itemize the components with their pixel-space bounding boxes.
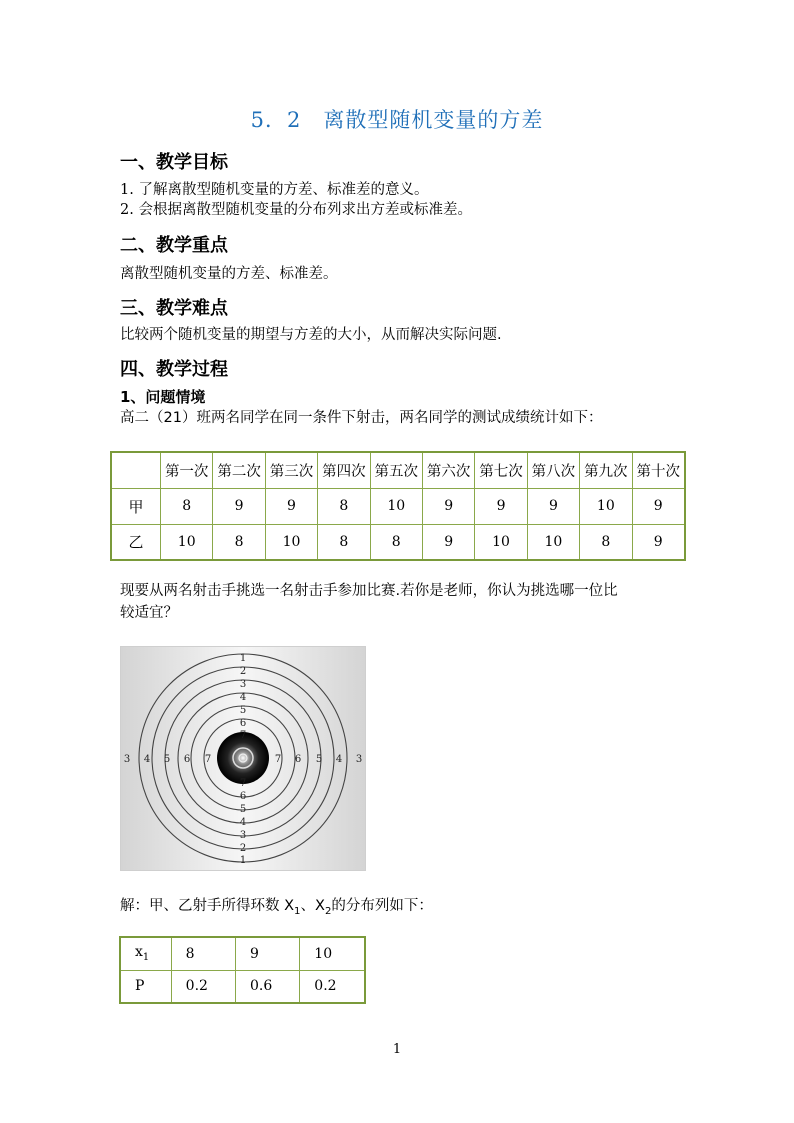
score-table-header-cell: 第八次 <box>527 452 579 488</box>
ring-label-right: 7 <box>274 754 282 765</box>
ring-label-bottom: 7 <box>239 778 247 789</box>
score-table-cell: 8 <box>318 524 370 560</box>
score-table-row-label: 甲 <box>111 488 161 524</box>
score-table-cell: 9 <box>527 488 579 524</box>
shooting-target-image <box>120 646 366 871</box>
ring-label-bottom: 3 <box>239 830 247 841</box>
objective-item-1-text: 了解离散型随机变量的方差、标准差的意义。 <box>133 182 429 198</box>
ring-label-bottom: 2 <box>239 843 247 854</box>
score-table-header-row <box>111 452 685 488</box>
ring-label-right: 5 <box>315 754 323 765</box>
distribution-cell: 9 <box>235 937 299 970</box>
difficulties-text: 比较两个随机变量的期望与方差的大小，从而解决实际问题. <box>120 327 502 343</box>
question-line-1: 现要从两名射击手挑选一名射击手参加比赛.若你是老师，你认为挑选哪一位比 <box>120 583 618 599</box>
score-table-cell: 8 <box>318 488 370 524</box>
solution-suffix: 的分布列如下： <box>331 898 433 914</box>
score-table-cell: 9 <box>632 524 685 560</box>
objective-item-2-number: 2. <box>120 202 134 218</box>
distribution-cell: 0.2 <box>171 970 235 1003</box>
score-table-cell: 10 <box>370 488 422 524</box>
score-table-cell: 9 <box>213 488 265 524</box>
score-table-header-cell: 第六次 <box>422 452 474 488</box>
score-table-header-cell: 第三次 <box>265 452 317 488</box>
distribution-table <box>119 936 366 1004</box>
ring-label-right: 4 <box>335 754 343 765</box>
distribution-row-label: P <box>120 970 171 1003</box>
subsection-heading-scenario: 1、问题情境 <box>120 388 206 406</box>
section-heading-key-points: 二、教学重点 <box>120 235 228 256</box>
score-table-cell: 9 <box>632 488 685 524</box>
score-table-cell: 9 <box>265 488 317 524</box>
score-table-header-cell: 第四次 <box>318 452 370 488</box>
score-table-corner-cell <box>111 452 161 488</box>
ring-label-bottom: 6 <box>239 791 247 802</box>
distribution-cell: 8 <box>171 937 235 970</box>
score-table-cell: 10 <box>475 524 527 560</box>
objective-item-1-number: 1. <box>120 182 134 198</box>
distribution-row-x <box>120 937 365 970</box>
ring-label-left: 7 <box>204 754 212 765</box>
page-title: 5．2 离散型随机变量的方差 <box>250 108 544 132</box>
score-table-header-cell: 第十次 <box>632 452 685 488</box>
scenario-intro-text: 高二（21）班两名同学在同一条件下射击，两名同学的测试成绩统计如下： <box>120 410 603 426</box>
objective-item-2 <box>120 200 472 220</box>
score-table-header-cell: 第九次 <box>580 452 632 488</box>
ring-label-top: 6 <box>239 718 247 729</box>
objective-item-1 <box>120 180 428 200</box>
key-points-text: 离散型随机变量的方差、标准差。 <box>120 266 338 282</box>
score-table-cell: 9 <box>475 488 527 524</box>
ring-label-left: 5 <box>163 754 171 765</box>
ring-label-top: 2 <box>239 666 247 677</box>
ring-label-top: 3 <box>239 679 247 690</box>
score-table-cell: 10 <box>161 524 213 560</box>
distribution-x-label: x <box>135 944 143 961</box>
ring-label-left: 3 <box>123 754 131 765</box>
solution-text <box>120 896 433 922</box>
score-table-cell: 8 <box>370 524 422 560</box>
section-heading-process: 四、教学过程 <box>120 359 228 380</box>
section-heading-objectives: 一、教学目标 <box>120 152 228 173</box>
page-number: 1 <box>392 1042 402 1057</box>
ring-label-top: 7 <box>239 730 247 741</box>
score-table-cell: 9 <box>422 524 474 560</box>
solution-subscript-1: 1 <box>294 905 301 917</box>
score-table-cell: 10 <box>580 488 632 524</box>
score-table-cell: 8 <box>213 524 265 560</box>
shooting-target-graphic <box>121 647 365 870</box>
score-table-cell: 9 <box>422 488 474 524</box>
score-table-cell: 10 <box>265 524 317 560</box>
ring-label-top: 4 <box>239 692 247 703</box>
score-table-header-cell: 第七次 <box>475 452 527 488</box>
distribution-cell: 10 <box>300 937 365 970</box>
ring-label-bottom: 1 <box>239 855 247 866</box>
score-table-row-label: 乙 <box>111 524 161 560</box>
score-table-header-cell: 第二次 <box>213 452 265 488</box>
score-table-cell: 8 <box>161 488 213 524</box>
question-line-2: 较适宜？ <box>120 605 178 621</box>
solution-middle: 、X <box>300 898 325 914</box>
ring-label-bottom: 5 <box>239 804 247 815</box>
score-table-row <box>111 524 685 560</box>
ring-label-bottom: 4 <box>239 817 247 828</box>
score-table-cell: 8 <box>580 524 632 560</box>
solution-prefix: 解：甲、乙射手所得环数 X <box>120 898 295 914</box>
ring-label-left: 6 <box>183 754 191 765</box>
ring-label-top: 5 <box>239 705 247 716</box>
distribution-x-subscript: 1 <box>142 952 150 964</box>
solution-subscript-2: 2 <box>324 905 332 917</box>
score-table <box>110 451 686 561</box>
score-table-header-cell: 第五次 <box>370 452 422 488</box>
distribution-row-label <box>120 937 171 970</box>
distribution-cell: 0.6 <box>235 970 299 1003</box>
distribution-row-p <box>120 970 365 1003</box>
ring-label-right: 6 <box>294 754 302 765</box>
score-table-row <box>111 488 685 524</box>
ring-label-left: 4 <box>143 754 151 765</box>
score-table-cell: 10 <box>527 524 579 560</box>
distribution-cell: 0.2 <box>300 970 365 1003</box>
ring-label-top: 1 <box>239 653 247 664</box>
section-heading-difficulties: 三、教学难点 <box>120 298 228 319</box>
score-table-header-cell: 第一次 <box>161 452 213 488</box>
ring-label-right: 3 <box>355 754 363 765</box>
objective-item-2-text: 会根据离散型随机变量的分布列求出方差或标准差。 <box>133 202 472 218</box>
